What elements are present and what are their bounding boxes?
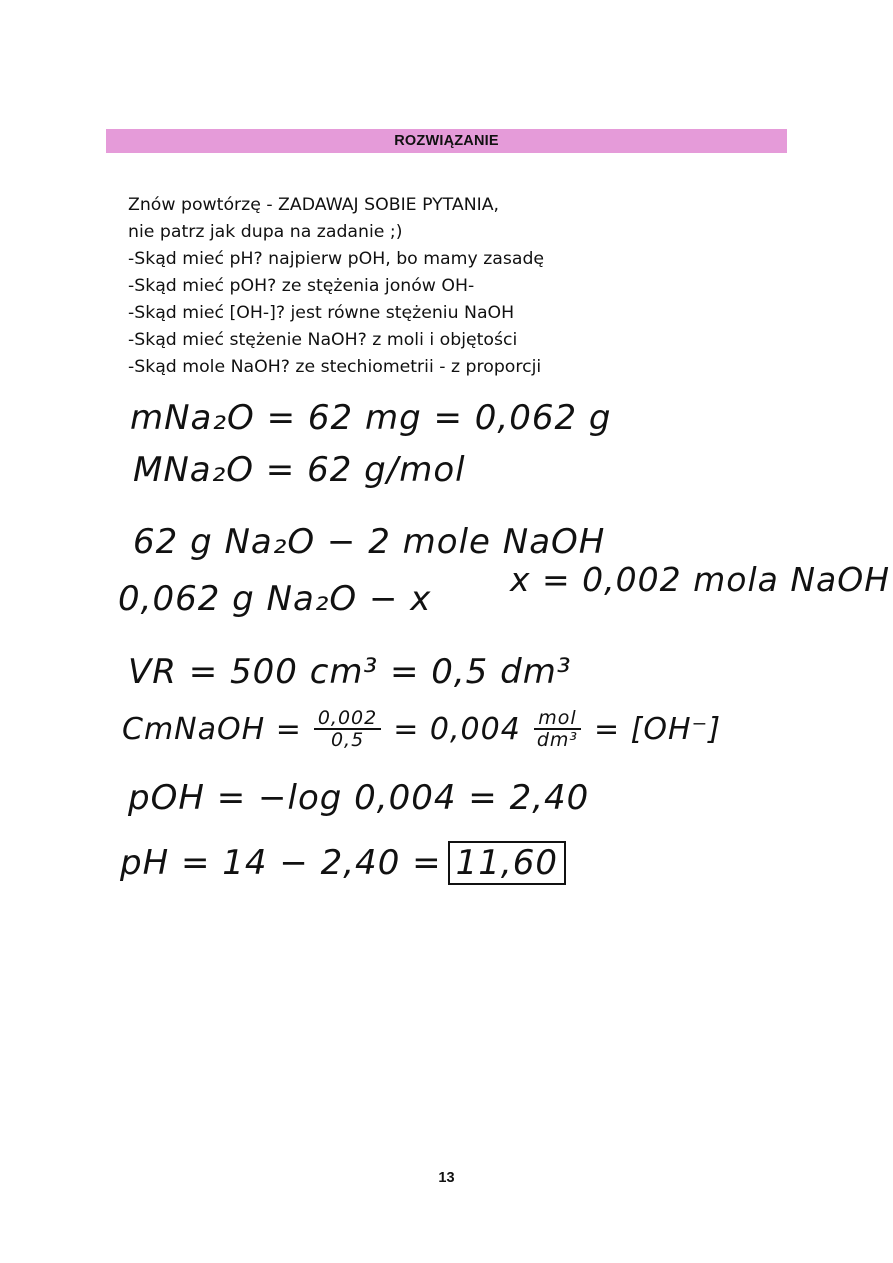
concentration-lhs: CmNaOH = [122, 711, 302, 747]
fraction-moles-over-volume [314, 708, 381, 750]
fraction-unit [533, 708, 582, 750]
proportion-line-2: 0,062 g Na₂O − x [118, 579, 432, 619]
concentration-equation [118, 708, 725, 750]
page-number: 13 [438, 1170, 455, 1186]
section-header-bar [106, 129, 787, 153]
poh-equation: pOH = −log 0,004 = 2,40 [128, 778, 590, 818]
proportion-result: x = 0,002 mola NaOH [510, 560, 891, 599]
volume-equation: VR = 500 cm³ = 0,5 dm³ [128, 652, 572, 692]
unit-denominator: dm³ [536, 729, 578, 751]
intro-line: -Skąd mole NaOH? ze stechiometrii - z proporcji [128, 357, 542, 377]
ph-equation-prefix: pH = 14 − 2,40 = [120, 843, 442, 883]
mass-equation: mNa₂O = 62 mg = 0,062 g [130, 398, 612, 438]
intro-line: Znów powtórzę - ZADAWAJ SOBIE PYTANIA, [128, 195, 500, 215]
intro-line: -Skąd mieć pH? najpierw pOH, bo mamy zasadę [128, 249, 545, 269]
intro-questions [128, 192, 544, 381]
proportion-line-1: 62 g Na₂O − 2 mole NaOH [133, 522, 606, 562]
section-title: ROZWIĄZANIE [394, 133, 499, 149]
ph-answer-box: 11,60 [448, 841, 566, 885]
concentration-rhs: = [OH⁻] [594, 711, 722, 747]
fraction-numerator: 0,002 [314, 708, 381, 730]
intro-line: -Skąd mieć [OH-]? jest równe stężeniu NaOH [128, 303, 515, 323]
intro-line: nie patrz jak dupa na zadanie ;) [128, 222, 403, 242]
molar-mass-equation: MNa₂O = 62 g/mol [133, 450, 466, 490]
intro-line: -Skąd mieć pOH? ze stężenia jonów OH- [128, 276, 475, 296]
intro-line: -Skąd mieć stężenie NaOH? z moli i objętości [128, 330, 518, 350]
concentration-value: = 0,004 [393, 711, 521, 747]
unit-numerator: mol [534, 708, 580, 730]
fraction-denominator: 0,5 [330, 729, 365, 751]
ph-equation [120, 841, 566, 885]
